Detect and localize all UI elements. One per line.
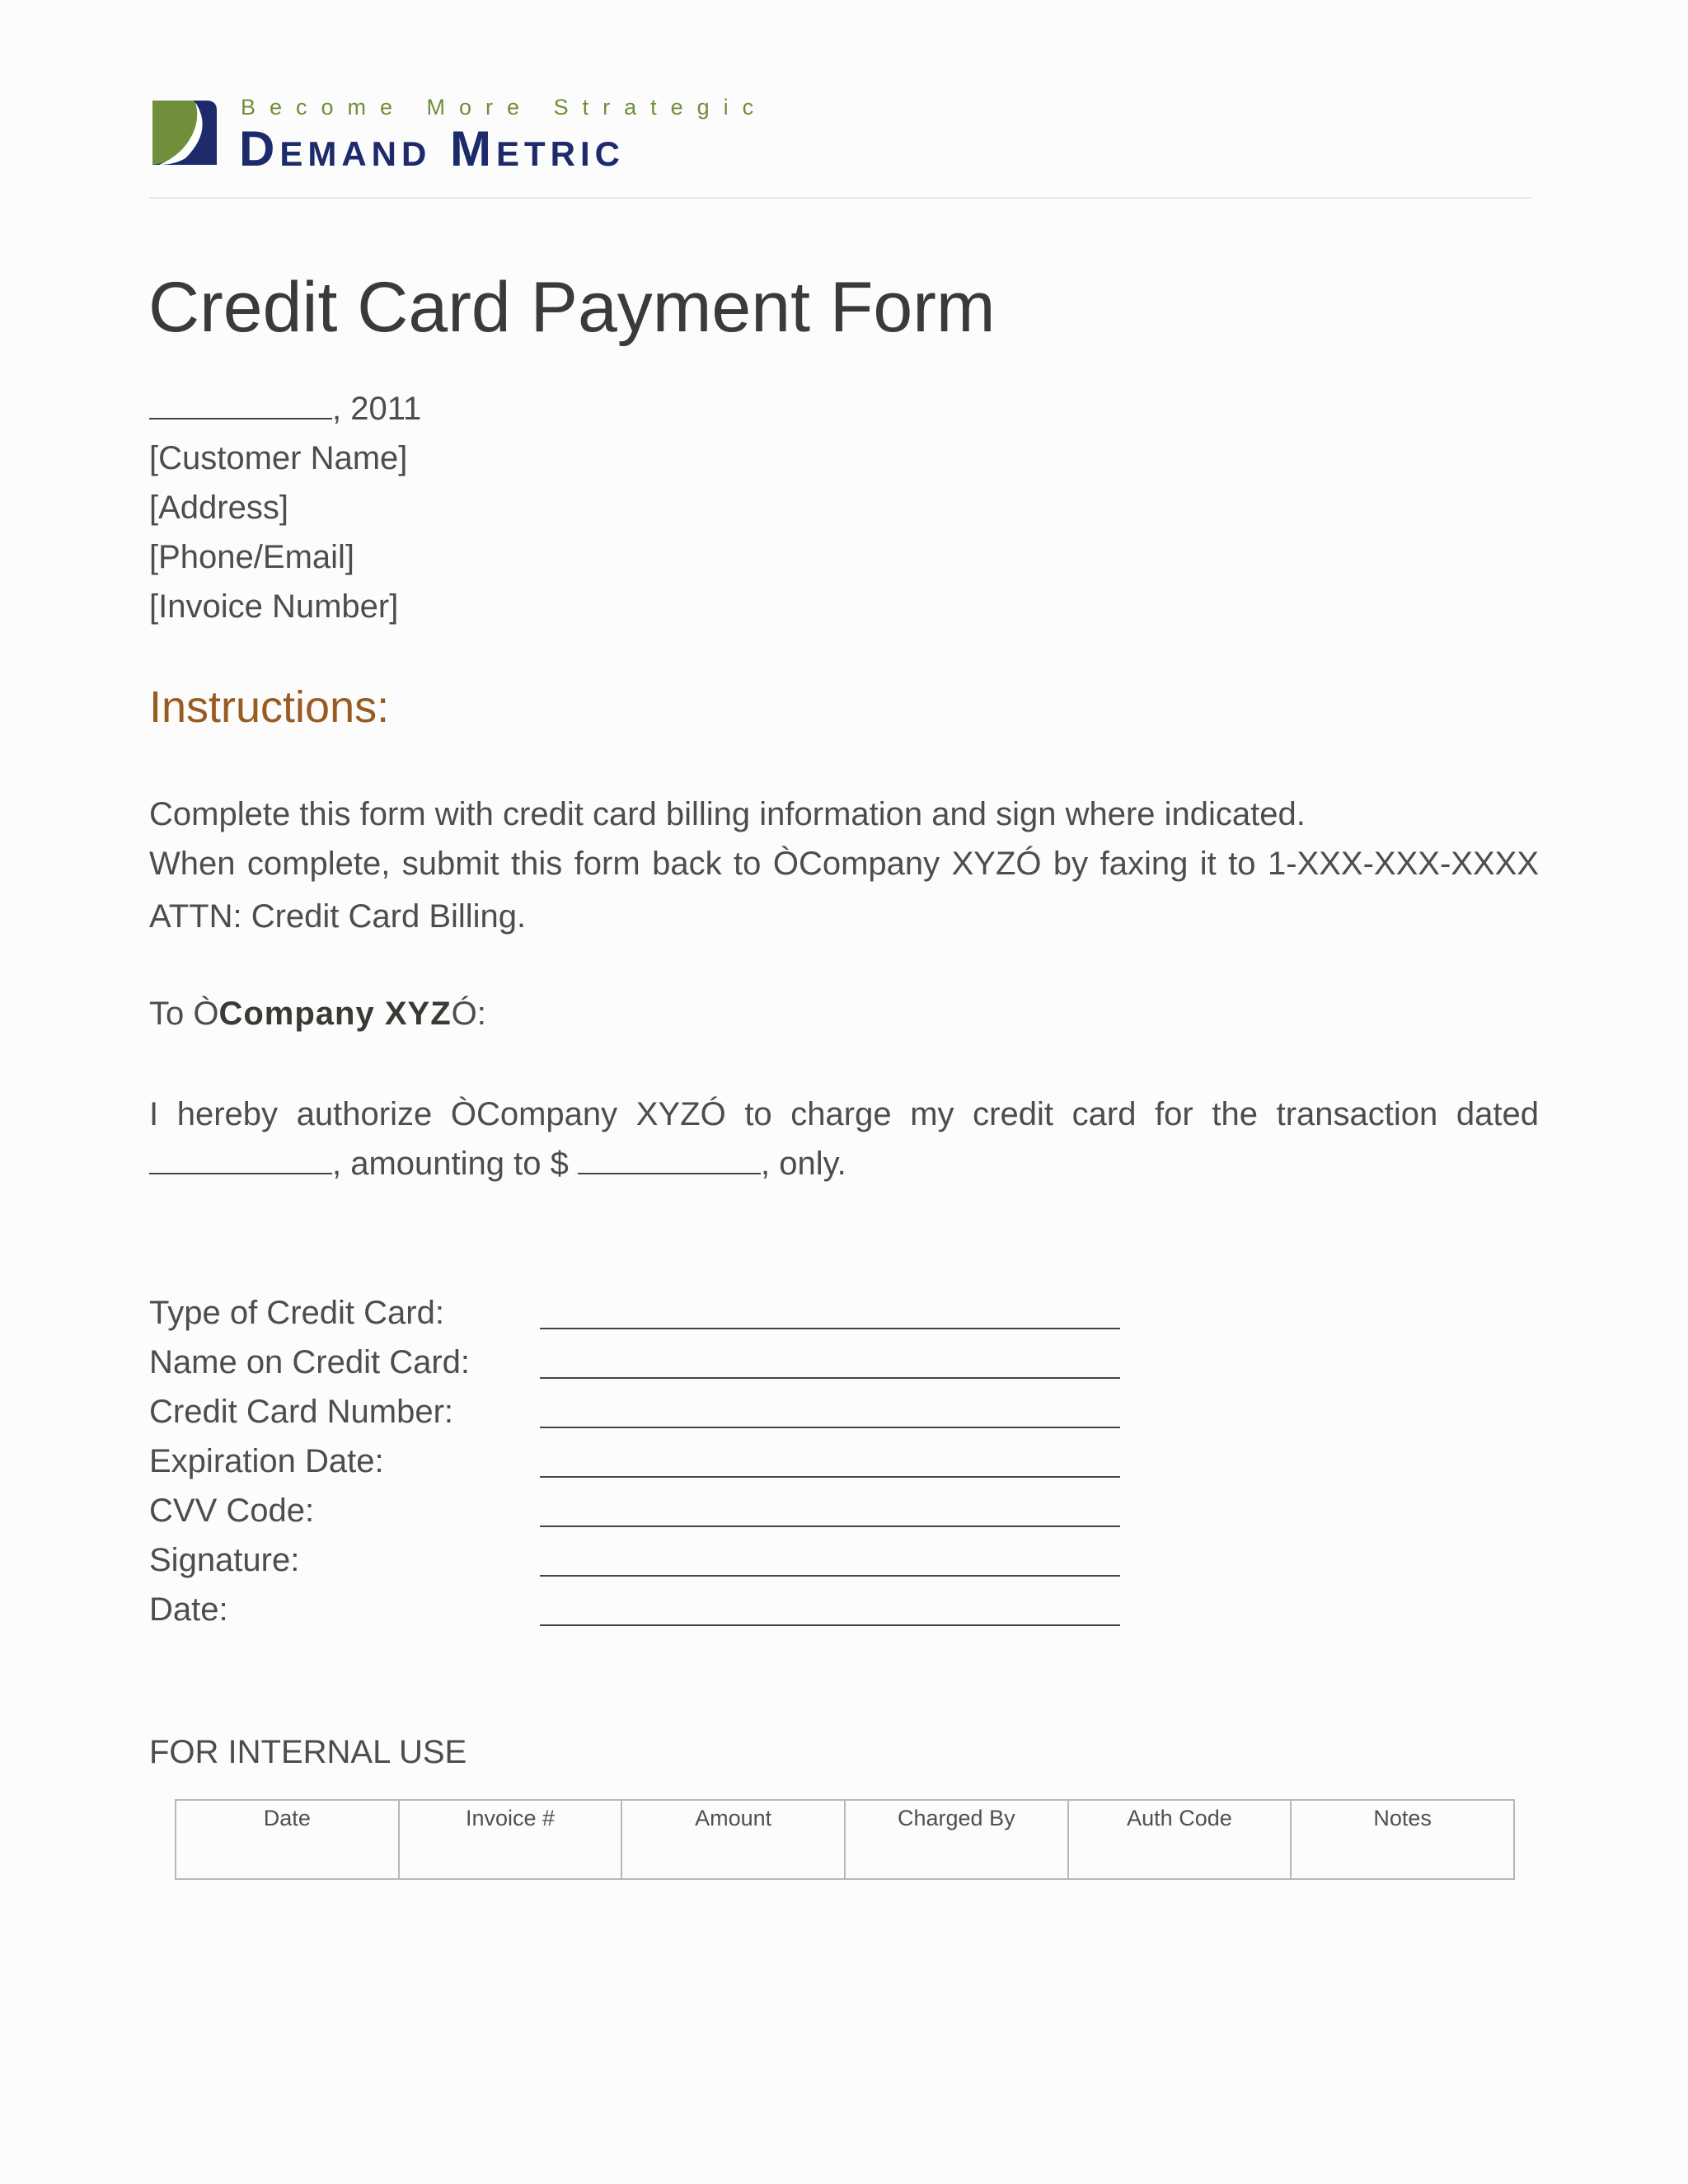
date-line	[149, 387, 421, 430]
field-label: Signature:	[149, 1542, 300, 1578]
page-title: Credit Card Payment Form	[148, 268, 996, 347]
table-header-cell[interactable]: Amount	[621, 1800, 845, 1879]
internal-use-table	[175, 1799, 1515, 1880]
field-input-line[interactable]	[540, 1476, 1120, 1478]
field-input-line[interactable]	[540, 1624, 1120, 1626]
table-header-cell[interactable]: Auth Code	[1068, 1800, 1292, 1879]
invoice-number: [Invoice Number]	[149, 588, 399, 625]
field-input-line[interactable]	[540, 1377, 1120, 1379]
transaction-date-blank[interactable]	[149, 1145, 332, 1174]
field-label: Type of Credit Card:	[149, 1295, 444, 1331]
amount-blank[interactable]	[578, 1145, 761, 1174]
date-year: , 2011	[332, 391, 422, 427]
field-row	[149, 1290, 1122, 1339]
amounting-text: , amounting to $	[332, 1146, 578, 1182]
field-row	[149, 1586, 1122, 1636]
field-label: Name on Credit Card:	[149, 1344, 471, 1380]
table-header-cell[interactable]: Notes	[1291, 1800, 1514, 1879]
authorization-line-2	[149, 1142, 846, 1185]
brand-tagline: Become More Strategic	[241, 95, 768, 120]
field-row	[149, 1389, 1122, 1438]
customer-name: [Customer Name]	[149, 440, 408, 476]
instructions-line-2: When complete, submit this form back to ÒCompany XYZÓ by faxing it to 1-XXX-XXX-XXXX	[149, 846, 1539, 882]
field-row	[149, 1339, 1122, 1389]
to-company-line	[149, 991, 486, 1036]
date-blank[interactable]	[149, 390, 332, 419]
demand-metric-logo-icon	[149, 97, 220, 168]
field-label: Credit Card Number:	[149, 1394, 454, 1430]
field-label: CVV Code:	[149, 1493, 315, 1529]
field-input-line[interactable]	[540, 1526, 1120, 1527]
header-divider	[149, 197, 1531, 199]
field-row	[149, 1438, 1122, 1488]
table-header-cell[interactable]: Invoice #	[399, 1800, 622, 1879]
authorization-line-1: I hereby authorize ÒCompany XYZÓ to charge my credit card for the transaction dated	[149, 1096, 1539, 1132]
brand-name: Demand Metric	[239, 121, 625, 176]
company-name: Company XYZ	[218, 996, 452, 1032]
table-header-cell[interactable]: Date	[176, 1800, 399, 1879]
instructions-line-3: ATTN: Credit Card Billing.	[149, 898, 527, 935]
only-text: , only.	[760, 1146, 846, 1182]
instructions-heading: Instructions:	[149, 682, 390, 732]
to-prefix: To Ò	[149, 996, 219, 1032]
table-header-cell[interactable]: Charged By	[845, 1800, 1068, 1879]
field-input-line[interactable]	[540, 1575, 1120, 1577]
field-row	[149, 1537, 1122, 1586]
address: [Address]	[149, 490, 288, 526]
to-suffix: Ó:	[451, 996, 486, 1032]
field-label: Date:	[149, 1591, 228, 1628]
phone-email: [Phone/Email]	[149, 539, 355, 575]
internal-use-heading: FOR INTERNAL USE	[149, 1734, 467, 1770]
field-input-line[interactable]	[540, 1427, 1120, 1428]
field-label: Expiration Date:	[149, 1443, 384, 1479]
field-input-line[interactable]	[540, 1328, 1120, 1329]
field-row	[149, 1488, 1122, 1537]
table-header-row	[176, 1800, 1514, 1879]
instructions-line-1: Complete this form with credit card billing information and sign where indicated.	[149, 796, 1306, 832]
